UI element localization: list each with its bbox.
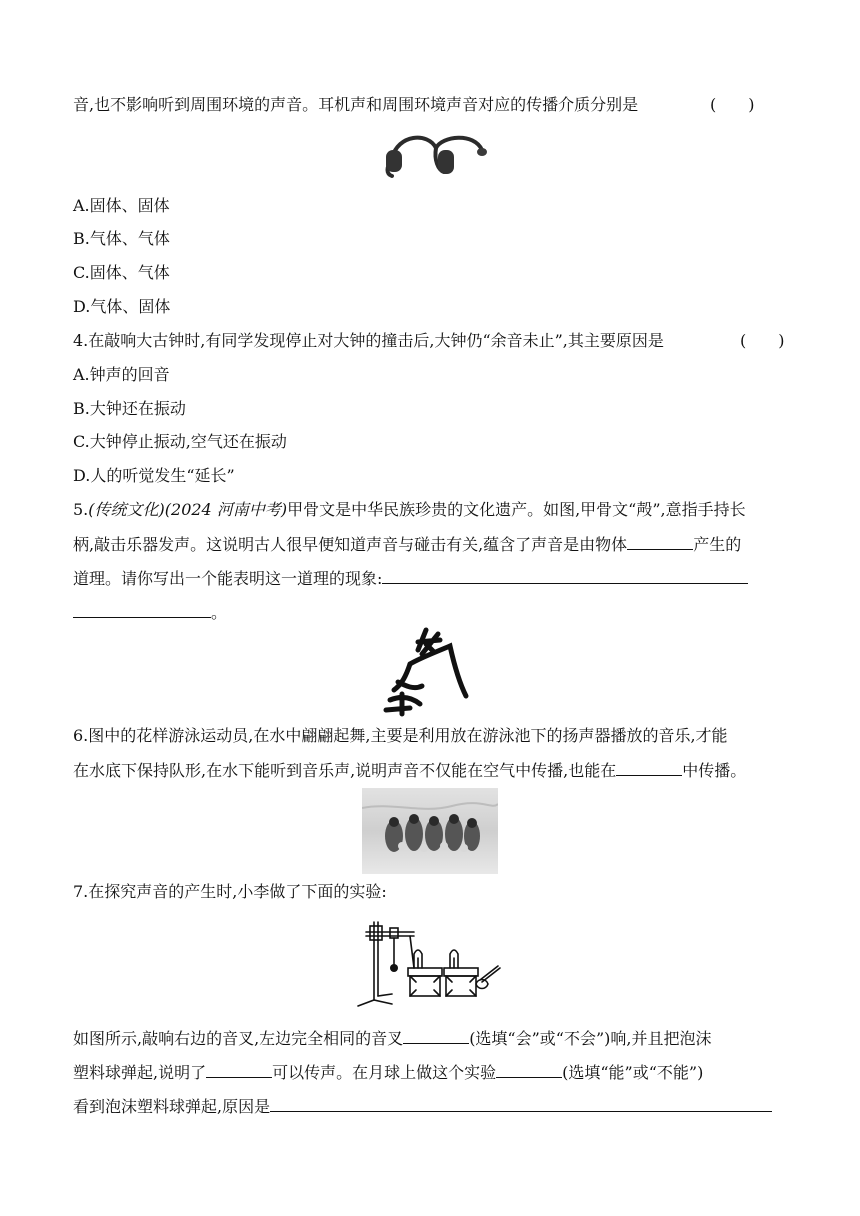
q5-blank-1[interactable] (627, 533, 693, 550)
synchronized-swimmers-photo-icon (362, 788, 498, 874)
q7-line-2 (73, 1061, 703, 1084)
q5-line-4 (73, 601, 227, 624)
q5-line3-text: 道理。请你写出一个能表明这一道理的现象: (73, 569, 383, 588)
q5-line1-text: 甲骨文是中华民族珍贵的文化遗产。如图,甲骨文“殸”,意指手持长 (287, 500, 746, 519)
q5-tag: (传统文化) (88, 500, 165, 519)
q5-line2-before: 柄,敲击乐器发声。这说明古人很早便知道声音与碰击有关,蕴含了声音是由物体 (73, 535, 628, 554)
q5-line4-end: 。 (211, 603, 228, 622)
tuning-fork-experiment-icon (352, 912, 504, 1010)
q3-option-d: D.气体、固体 (73, 297, 171, 316)
q5-line-3 (73, 567, 748, 590)
q7-blank-2[interactable] (206, 1061, 272, 1078)
q5-line-2 (73, 533, 741, 556)
q6-blank[interactable] (616, 759, 682, 776)
q5-number: 5. (73, 500, 89, 519)
q7-blank-4[interactable] (270, 1095, 772, 1112)
q5-line-1 (73, 499, 746, 521)
q7-line-1 (73, 1027, 711, 1050)
bone-conduction-headphones-icon (378, 128, 490, 180)
q7-line2-mid: 可以传声。在月球上做这个实验 (272, 1063, 497, 1082)
q7-blank-1[interactable] (403, 1027, 469, 1044)
q5-blank-2b[interactable] (73, 601, 211, 618)
q3-option-c: C.固体、气体 (73, 263, 170, 282)
q4-answer-paren: ( ) (740, 331, 785, 350)
q3-option-a: A.固体、固体 (73, 196, 170, 215)
q7-line1-after: (选填“会”或“不会”)响,并且把泡沫 (469, 1029, 712, 1048)
q3-stem-tail: 音,也不影响听到周围环境的声音。耳机声和周围环境声音对应的传播介质分别是 (73, 95, 639, 114)
q7-line1-before: 如图所示,敲响右边的音叉,左边完全相同的音叉 (73, 1029, 404, 1048)
q6-line2-after: 中传播。 (682, 761, 747, 780)
q4-option-a: A.钟声的回音 (73, 365, 170, 384)
q5-source: (2024 河南中考) (164, 500, 288, 519)
q6-line2-before: 在水底下保持队形,在水下能听到音乐声,说明声音不仅能在空气中传播,也能在 (73, 761, 617, 780)
oracle-bone-character-icon (380, 624, 480, 720)
q4-option-c: C.大钟停止振动,空气还在振动 (73, 432, 287, 451)
q7-stem: 7.在探究声音的产生时,小李做了下面的实验: (73, 882, 387, 901)
q6-line-2 (73, 759, 746, 782)
q6-line-1: 6.图中的花样游泳运动员,在水中翩翩起舞,主要是利用放在游泳池下的扬声器播放的音乐,才能 (73, 726, 728, 745)
q5-blank-2a[interactable] (382, 567, 748, 584)
q3-answer-paren: ( ) (710, 95, 755, 114)
q4-option-d: D.人的听觉发生“延长” (73, 466, 235, 485)
q7-line2-after: (选填“能”或“不能”) (562, 1063, 704, 1082)
q7-line2-before: 塑料球弹起,说明了 (73, 1063, 207, 1082)
q5-line2-after: 产生的 (693, 535, 742, 554)
q3-option-b: B.气体、气体 (73, 229, 170, 248)
q7-blank-3[interactable] (496, 1061, 562, 1078)
q4-option-b: B.大钟还在振动 (73, 399, 186, 418)
q4-stem: 4.在敲响大古钟时,有同学发现停止对大钟的撞击后,大钟仍“余音未止”,其主要原因是 (73, 331, 664, 350)
q7-line-3 (73, 1095, 772, 1118)
q7-line3-text: 看到泡沫塑料球弹起,原因是 (73, 1097, 271, 1116)
